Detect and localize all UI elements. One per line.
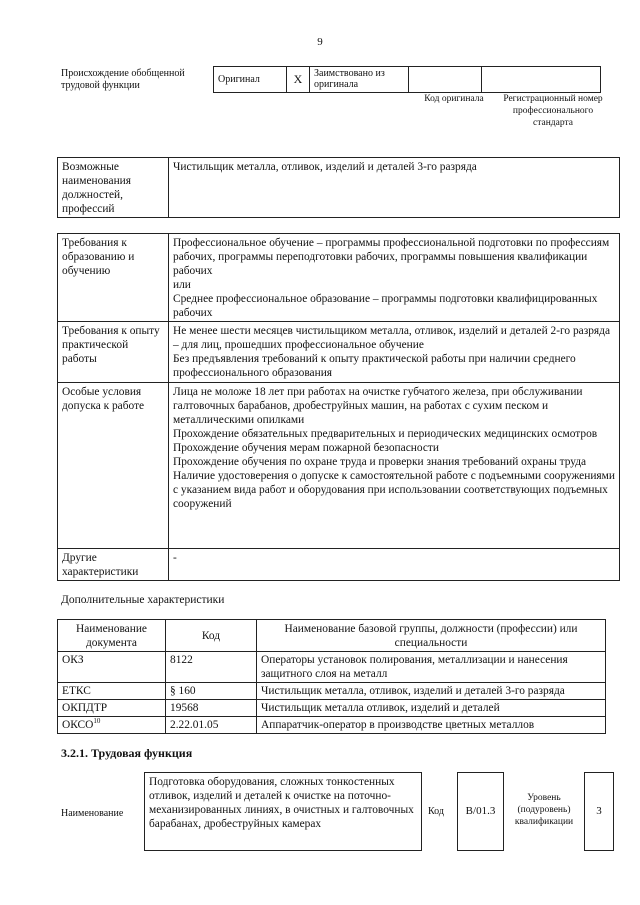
extra-name: Аппаратчик-оператор в производстве цветных металлов (257, 717, 606, 734)
function-name-label: Наименование (61, 808, 124, 819)
original-mark: X (287, 67, 310, 93)
extra-title: Дополнительные характеристики (61, 594, 225, 606)
education-line: Профессиональное обучение – программы профессиональной подготовки по профессиям рабочих, программы переподготовки рабочих, программы повышения квалификации рабочих (173, 237, 610, 277)
extra-code: § 160 (166, 683, 257, 700)
positions-table (57, 157, 620, 218)
extra-code: 19568 (166, 700, 257, 717)
requirements-table (57, 233, 620, 581)
conditions-line: Прохождение обучения по охране труда и проверки знания требований охраны труда (173, 456, 587, 468)
education-label: Требования к образованию и обучению (58, 234, 169, 322)
table-row (58, 652, 606, 683)
education-value (169, 234, 620, 322)
original-code-cell (409, 67, 482, 93)
conditions-label: Особые условия допуска к работе (58, 383, 169, 549)
experience-line: Без предъявления требований к опыту практической работы при наличии среднего профессионального образования (173, 353, 576, 379)
extra-name: Чистильщик металла, отливок, изделий и деталей 3-го разряда (257, 683, 606, 700)
table-row (58, 700, 606, 717)
extra-name: Чистильщик металла отливок, изделий и деталей (257, 700, 606, 717)
reg-caption: Регистрационный номер профессионального стандарта (503, 94, 603, 128)
reg-number-cell (482, 67, 601, 93)
conditions-line: Наличие удостоверения о допуске к самостоятельной работе с подъемными сооружениями с указанием вида работ и оборудования при использовании соответствующих подъемных сооружений (173, 470, 615, 510)
extra-code: 8122 (166, 652, 257, 683)
extra-header-doc: Наименование документа (58, 620, 166, 652)
original-label: Оригинал (214, 67, 287, 93)
function-code-value: B/01.3 (457, 772, 504, 851)
education-line: Среднее профессиональное образование – программы подготовки квалифицированных рабочих (173, 293, 598, 319)
conditions-value (169, 383, 620, 549)
page-number: 9 (317, 36, 323, 48)
education-line: или (173, 279, 191, 291)
extra-doc: ЕТКС (58, 683, 166, 700)
experience-label: Требования к опыту практической работы (58, 322, 169, 383)
extra-doc-text: ОКСО (62, 719, 94, 731)
extra-header-name: Наименование базовой группы, должности (профессии) или специальности (257, 620, 606, 652)
function-heading: 3.2.1. Трудовая функция (61, 746, 193, 760)
origin-label: Происхождение обобщенной трудовой функции (61, 68, 185, 91)
extra-code: 2.22.01.05 (166, 717, 257, 734)
footnote-ref: 10 (93, 717, 101, 726)
positions-value: Чистильщик металла, отливок, изделий и деталей 3-го разряда (169, 158, 620, 218)
extra-table (57, 619, 606, 734)
extra-doc: ОКЗ (58, 652, 166, 683)
positions-label: Возможные наименования должностей, профессий (58, 158, 169, 218)
extra-doc: ОКПДТР (58, 700, 166, 717)
function-code-label: Код (428, 806, 444, 817)
conditions-line: Лица не моложе 18 лет при работах на очистке губчатого железа, при обслуживании галтовочных барабанов, дробеструйных машин, на работах с сухим песком и металлическими опилками (173, 386, 583, 426)
extra-header-code: Код (166, 620, 257, 652)
experience-value (169, 322, 620, 383)
code-caption: Код оригинала (424, 94, 484, 104)
function-level-label: Уровень (подуровень) квалификации (514, 793, 574, 827)
conditions-line: Прохождение обучения мерам пожарной безопасности (173, 442, 439, 454)
experience-line: Не менее шести месяцев чистильщиком металла, отливок, изделий и деталей 2-го разряда – для лиц, прошедших профессиональное обучение (173, 325, 611, 351)
borrowed-label: Заимствовано из оригинала (310, 67, 409, 93)
other-value: - (169, 549, 620, 581)
function-name-value: Подготовка оборудования, сложных тонкостенных отливок, изделий и деталей к очистке на поточно-механизированных линиях, в очистных и галтовочных барабанах, дробеструйных камерах (144, 772, 422, 851)
table-row (58, 683, 606, 700)
function-level-value: 3 (584, 772, 614, 851)
extra-doc (58, 717, 166, 734)
table-row (58, 717, 606, 734)
conditions-line: Прохождение обязательных предварительных и периодических медицинских осмотров (173, 428, 598, 440)
origin-table (213, 66, 601, 93)
other-label: Другие характеристики (58, 549, 169, 581)
extra-name: Операторы установок полирования, металлизации и нанесения защитного слоя на металл (257, 652, 606, 683)
